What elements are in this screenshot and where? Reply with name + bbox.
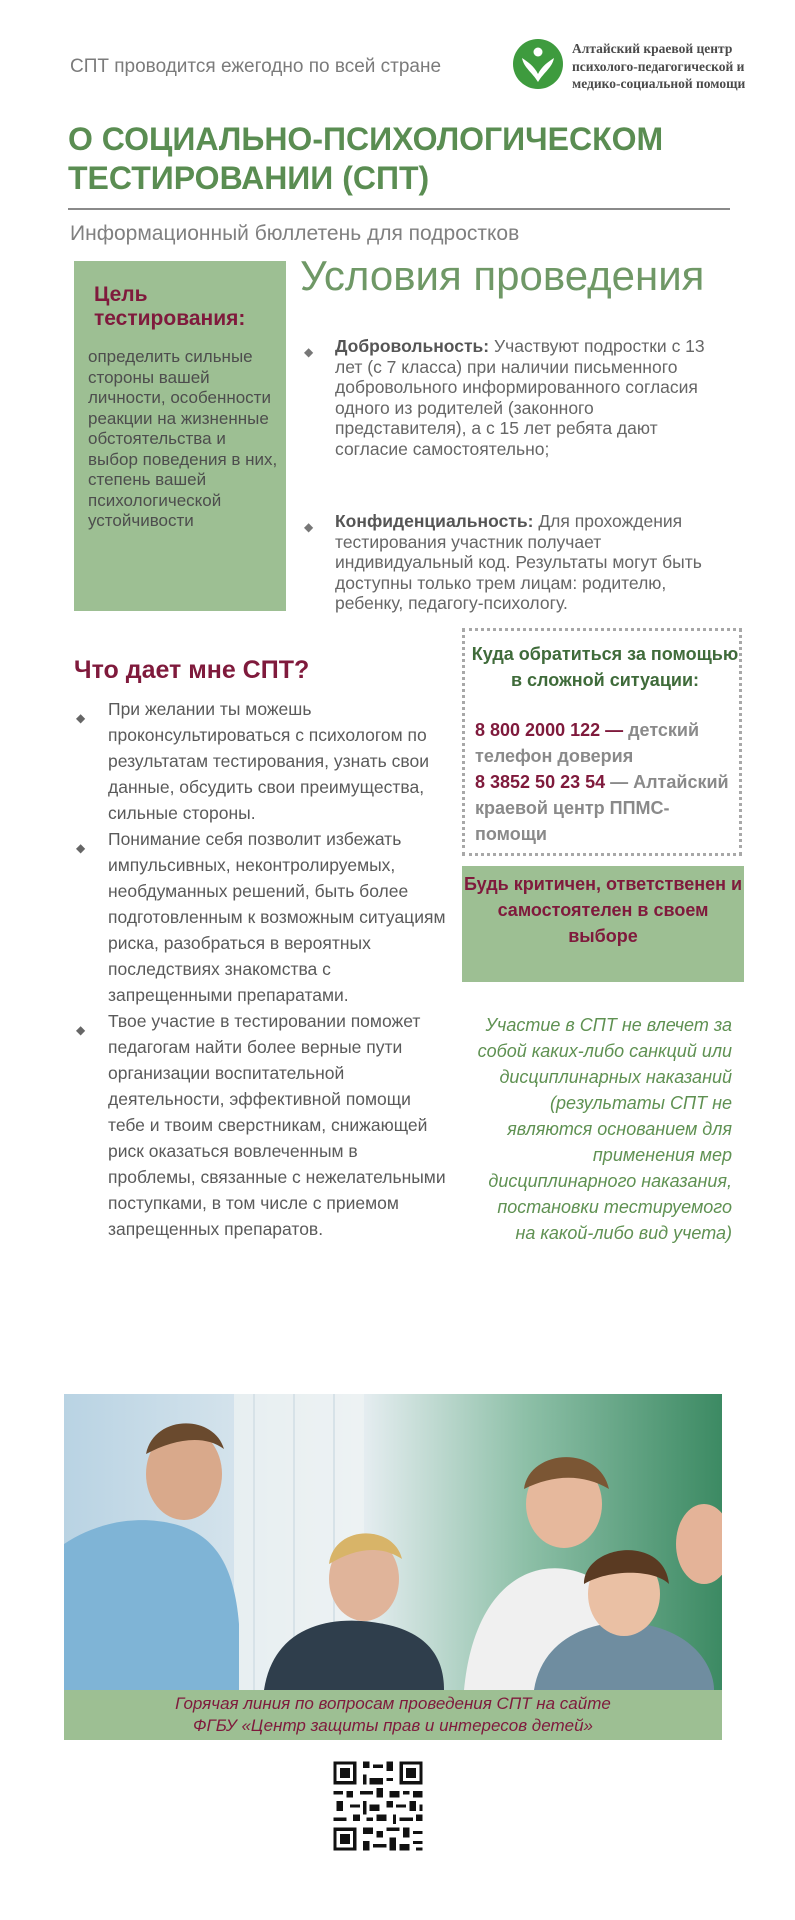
org-line: медико-социальной помощи <box>572 76 746 91</box>
purpose-text: определить сильные стороны вашей личности, особенности реакции на жизненные обстоятельства и выбор поведения в них, степень вашей психологической устойчивости <box>88 347 278 530</box>
page-title <box>68 120 728 198</box>
condition-text: Для прохождения тестирования участник получает индивидуальный код. Результаты могут быть доступны только трем лицам: родителю, ребенку, педагогу-психологу. <box>335 511 702 613</box>
teenagers-photo <box>64 1394 722 1690</box>
help-heading: Куда обратиться за помощью в сложной ситуации: <box>471 644 739 690</box>
benefit-item <box>74 1008 449 1242</box>
leaf-person-logo-icon <box>512 38 564 90</box>
bullet-icon: ◆ <box>76 711 86 725</box>
purpose-heading: Цель тестирования: <box>94 283 246 330</box>
bullet-icon: ◆ <box>304 520 314 534</box>
phone-number[interactable]: 8 800 2000 122 — <box>475 720 624 740</box>
benefit-text: При желании ты можешь проконсультироваться с психологом по результатам тестирования, узнать свои данные, обсудить свои преимущества, сильные стороны. <box>108 699 430 823</box>
condition-item <box>300 511 730 614</box>
title-line: ТЕСТИРОВАНИИ (СПТ) <box>68 160 430 196</box>
bullet-icon: ◆ <box>304 345 314 359</box>
phone-description: — Алтайский краевой центр ППМС-помощи <box>475 772 729 844</box>
benefit-text: Понимание себя позволит избежать импульсивных, неконтролируемых, необдуманных решений, быть более подготовленным к возможным ситуациям риска, разобраться в вероятных последствиях знакомства с запрещенными препаратами. <box>108 829 446 1005</box>
phone-description: детский телефон доверия <box>475 720 700 766</box>
purpose-box <box>74 261 286 611</box>
benefits-heading: Что дает мне СПТ? <box>74 656 310 684</box>
condition-term: Добровольность: <box>335 336 490 356</box>
org-line: Алтайский краевой центр <box>572 41 733 56</box>
condition-term: Конфиденциальность: <box>335 511 534 531</box>
title-divider <box>68 208 730 210</box>
condition-text: Участвуют подростки с 13 лет (с 7 класса) при наличии письменного добровольного информированного согласия одного из родителей (законного представителя), а с 15 лет ребята дают согласие самостоятельно; <box>335 336 705 459</box>
critical-text: Будь критичен, ответственен и самостоятелен в своем выборе <box>463 874 743 946</box>
condition-item <box>300 336 730 459</box>
help-contacts <box>475 717 737 847</box>
help-contacts-box <box>462 628 742 856</box>
critical-box <box>462 866 744 982</box>
tagline: СПТ проводится ежегодно по всей стране <box>70 56 442 77</box>
bullet-icon: ◆ <box>76 1023 86 1037</box>
hotline-caption-bar <box>64 1690 722 1740</box>
organization-name <box>572 40 792 93</box>
benefit-item <box>74 696 449 826</box>
conditions-heading: Условия проведения <box>300 252 705 299</box>
qr-code-icon[interactable] <box>330 1758 426 1854</box>
benefit-text: Твое участие в тестировании поможет педагогам найти более верные пути организации воспитательной деятельности, эффективной помощи тебе и твоим сверстникам, снижающей риск оказаться вовлеченным в проблемы, связанные с нежелательными поступками, в том числе с приемом запрещенных препаратов. <box>108 1011 446 1239</box>
subtitle: Информационный бюллетень для подростков <box>70 222 520 245</box>
caption-line: ФГБУ «Центр защиты прав и интересов детей» <box>192 1716 593 1735</box>
hotline-caption <box>64 1693 722 1737</box>
bullet-icon: ◆ <box>76 841 86 855</box>
disclaimer-note: Участие в СПТ не влечет за собой каких-либо санкций или дисциплинарных наказаний (результаты СПТ не являются основанием для применения мер дисциплинарного наказания, постановки тестируемого на какой-либо вид учета) <box>477 1015 732 1243</box>
benefit-item <box>74 826 449 1008</box>
org-line: психолого-педагогической и <box>572 58 745 74</box>
caption-line: Горячая линия по вопросам проведения СПТ на сайте <box>175 1694 611 1713</box>
phone-number[interactable]: 8 3852 50 23 54 <box>475 772 606 792</box>
title-line: О СОЦИАЛЬНО-ПСИХОЛОГИЧЕСКОМ <box>68 121 664 157</box>
